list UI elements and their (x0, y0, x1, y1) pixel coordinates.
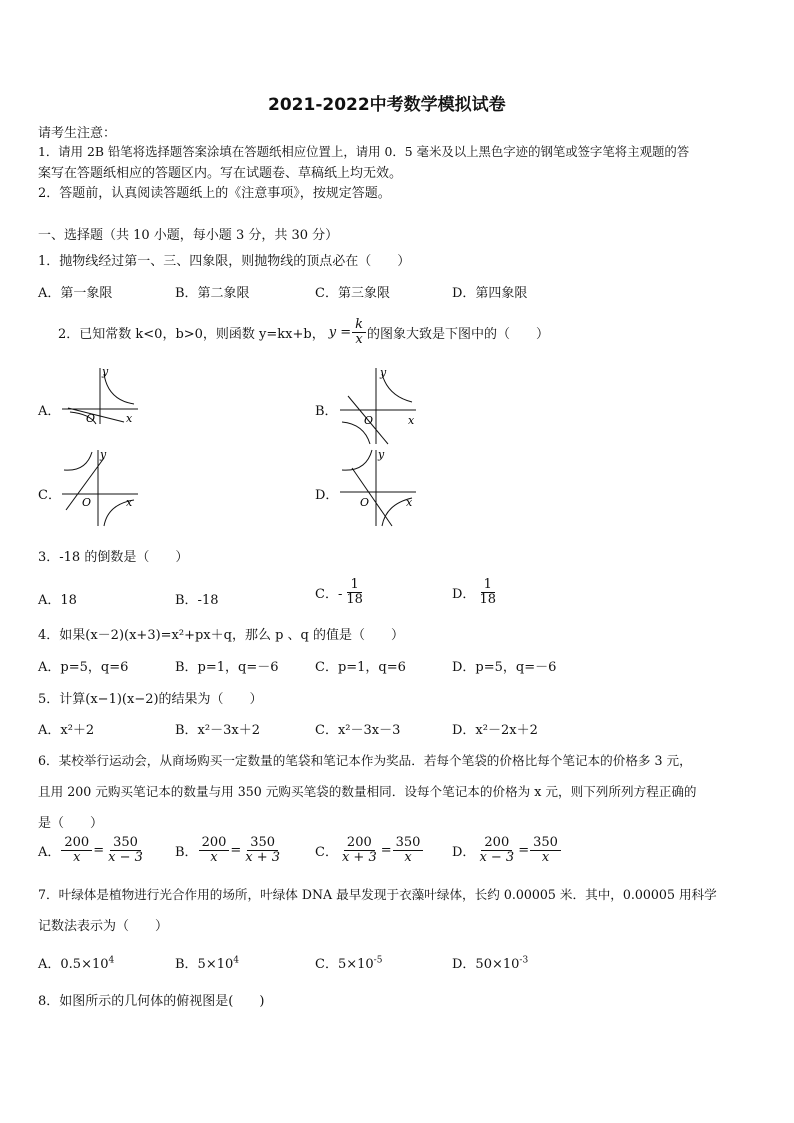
question-2-y-eq: y = (328, 324, 352, 340)
question-3-option-c-fraction (343, 578, 366, 606)
question-7-option-b[interactable] (175, 953, 239, 972)
question-1-option-b[interactable]: B．第二象限 (175, 286, 250, 301)
question-6-a-right-frac (105, 836, 146, 864)
graph-b-x-label: x (408, 414, 415, 427)
q6-b-eq: = (230, 842, 242, 858)
question-3-option-a[interactable]: A．18 (38, 593, 77, 608)
q6-a-ld: x (73, 849, 81, 865)
q6-d-rn: 350 (530, 836, 561, 851)
question-6-line-3: 是（ ） (38, 816, 104, 831)
graph-c-y-label: y (100, 448, 107, 461)
q6-c-eq: = (380, 842, 392, 858)
q7-c-base: C．5×10 (315, 957, 374, 972)
graph-a-origin-label: O (86, 412, 96, 425)
question-7-line-2: 记数法表示为（ ） (38, 919, 169, 934)
question-3-option-d-fraction (476, 578, 499, 606)
q6-c-ld: x + 3 (341, 849, 377, 865)
question-7-option-c[interactable] (315, 953, 382, 972)
question-4-option-a[interactable]: A．p=5，q=6 (38, 660, 129, 675)
q6-a-rd: x − 3 (108, 849, 143, 865)
graph-b-origin-label: O (364, 414, 374, 427)
q6-c-ln: 200 (344, 836, 375, 851)
question-1-option-a[interactable]: A．第一象限 (38, 286, 113, 301)
q6-b-rn: 350 (247, 836, 278, 851)
question-6-option-d[interactable] (452, 836, 562, 864)
question-3-stem: 3．-18 的倒数是（ ） (38, 550, 189, 565)
question-2-stem-post: 的图象大致是下图中的（ ） (367, 326, 550, 342)
q7-c-exp: -5 (373, 955, 383, 966)
q6-c-rn: 350 (393, 836, 424, 851)
question-6-b-right-frac (242, 836, 283, 864)
question-6-option-c[interactable] (315, 836, 424, 864)
q6-c-rd: x (404, 849, 412, 865)
q6-b-ld: x (210, 849, 218, 865)
q6-a-rn: 350 (110, 836, 141, 851)
graph-d-x-label: x (406, 496, 413, 509)
q6-d-rd: x (541, 849, 550, 865)
question-3-option-c-label: C．- (315, 586, 343, 602)
graph-b-y-label: y (380, 366, 387, 379)
q7-a-exp: 4 (108, 955, 115, 966)
notice-line-1a: 1．请用 2B 铅笔将选择题答案涂填在答题纸相应位置上，请用 0．5 毫米及以上黑色字迹的钢笔或签字笔将主观题的答 (38, 144, 690, 159)
question-2-graph-a[interactable] (60, 366, 140, 426)
graph-d-origin-label: O (360, 496, 370, 509)
q7-b-base: B．5×10 (175, 957, 234, 972)
question-5-option-d[interactable]: D．x²－2x＋2 (452, 723, 538, 738)
question-3-option-b[interactable]: B．-18 (175, 593, 219, 608)
question-4-option-c[interactable]: C．p=1，q=6 (315, 660, 406, 675)
graph-c-x-label: x (126, 496, 133, 509)
question-6-c-right-frac (393, 836, 424, 864)
question-8-stem: 8．如图所示的几何体的俯视图是( ) (38, 994, 265, 1009)
q7-d-base: D．50×10 (452, 957, 520, 972)
q6-d-ln: 200 (481, 836, 512, 851)
question-6-b-left-frac (199, 836, 230, 864)
question-2-option-c[interactable]: C． (38, 488, 61, 503)
notice-heading: 请考生注意： (38, 126, 117, 141)
notice-line-1b: 案写在答题纸相应的答题区内。写在试题卷、草稿纸上均无效。 (38, 166, 403, 181)
graph-c-origin-label: O (82, 496, 92, 509)
page-title: 2021-2022中考数学模拟试卷 (268, 95, 506, 115)
question-3-d-num: 1 (481, 578, 495, 593)
section-heading: 一、选择题（共 10 小题，每小题 3 分，共 30 分） (38, 228, 339, 243)
question-6-b-label: B． (175, 844, 198, 860)
question-6-d-left-frac (476, 836, 517, 864)
question-2-graph-b[interactable] (338, 366, 418, 446)
question-7-option-d[interactable] (452, 953, 528, 972)
question-3-option-c[interactable] (315, 578, 367, 606)
q6-a-eq: = (93, 842, 105, 858)
q6-a-ln: 200 (61, 836, 92, 851)
question-4-stem: 4．如果(x－2)(x+3)=x²+px＋q，那么 p 、q 的值是（ ） (38, 628, 404, 643)
graph-d-y-label: y (378, 448, 385, 461)
question-6-option-a[interactable] (38, 836, 147, 864)
question-3-c-num: 1 (347, 578, 361, 593)
question-7-line-1: 7．叶绿体是植物进行光合作用的场所，叶绿体 DNA 最早发现于衣藻叶绿体，长约 0.00005 米．其中，0.00005 用科学 (38, 887, 717, 902)
q7-b-exp: 4 (233, 955, 239, 966)
question-1-stem: 1．抛物线经过第一、三、四象限，则抛物线的顶点必在（ ） (38, 254, 411, 269)
question-3-c-den: 18 (346, 591, 363, 607)
question-2-graph-c[interactable] (60, 448, 140, 528)
question-6-a-label: A． (38, 844, 61, 860)
question-3-option-d[interactable] (452, 578, 500, 606)
question-6-d-label: D． (452, 844, 476, 860)
question-6-option-b[interactable] (175, 836, 284, 864)
notice-line-2: 2．答题前，认真阅读答题纸上的《注意事项》，按规定答题。 (38, 186, 391, 201)
question-6-c-left-frac (339, 836, 380, 864)
q6-b-ln: 200 (199, 836, 230, 851)
question-1-option-c[interactable]: C．第三象限 (315, 286, 390, 301)
question-6-d-right-frac (530, 836, 561, 864)
question-2-stem (58, 318, 549, 346)
question-1-option-d[interactable]: D．第四象限 (452, 286, 528, 301)
question-6-line-1: 6．某校举行运动会，从商场购买一定数量的笔袋和笔记本作为奖品．若每个笔袋的价格比每个笔记本的价格多 3 元， (38, 753, 692, 768)
question-6-c-label: C． (315, 844, 338, 860)
question-2-option-a[interactable]: A． (38, 404, 61, 419)
q7-a-base: A．0.5×10 (38, 957, 109, 972)
question-2-frac-num: k (352, 318, 366, 333)
graph-a-x-label: x (126, 412, 133, 425)
q7-d-exp: -3 (519, 955, 529, 966)
question-5-stem: 5．计算(x−1)(x−2)的结果为（ ） (38, 692, 263, 707)
question-2-option-b[interactable]: B． (315, 404, 338, 419)
question-3-option-d-label: D． (452, 586, 476, 602)
q6-d-ld: x − 3 (479, 849, 515, 865)
question-4-option-d[interactable]: D．p=5，q=－6 (452, 660, 557, 675)
question-5-option-a[interactable]: A．x²＋2 (38, 723, 95, 738)
question-2-fraction (352, 318, 366, 346)
question-2-option-d[interactable]: D． (315, 488, 339, 503)
question-2-stem-pre: 2．已知常数 k<0，b>0，则函数 y=kx+b， (58, 326, 325, 342)
q6-d-eq: = (518, 842, 530, 858)
question-2-graph-d[interactable] (338, 448, 418, 528)
question-3-d-den: 18 (479, 591, 496, 607)
question-6-a-left-frac (61, 836, 92, 864)
question-4-option-b[interactable]: B．p=1，q=－6 (175, 660, 279, 675)
question-2-frac-den: x (355, 331, 363, 347)
question-7-option-a[interactable] (38, 953, 114, 972)
question-5-option-b[interactable]: B．x²－3x＋2 (175, 723, 260, 738)
question-5-option-c[interactable]: C．x²－3x－3 (315, 723, 401, 738)
graph-a-y-label: y (102, 366, 109, 378)
question-6-line-2: 且用 200 元购买笔记本的数量与用 350 元购买笔袋的数量相同．设每个笔记本的价格为 x 元，则下列所列方程正确的 (38, 784, 697, 799)
q6-b-rd: x + 3 (245, 849, 281, 865)
